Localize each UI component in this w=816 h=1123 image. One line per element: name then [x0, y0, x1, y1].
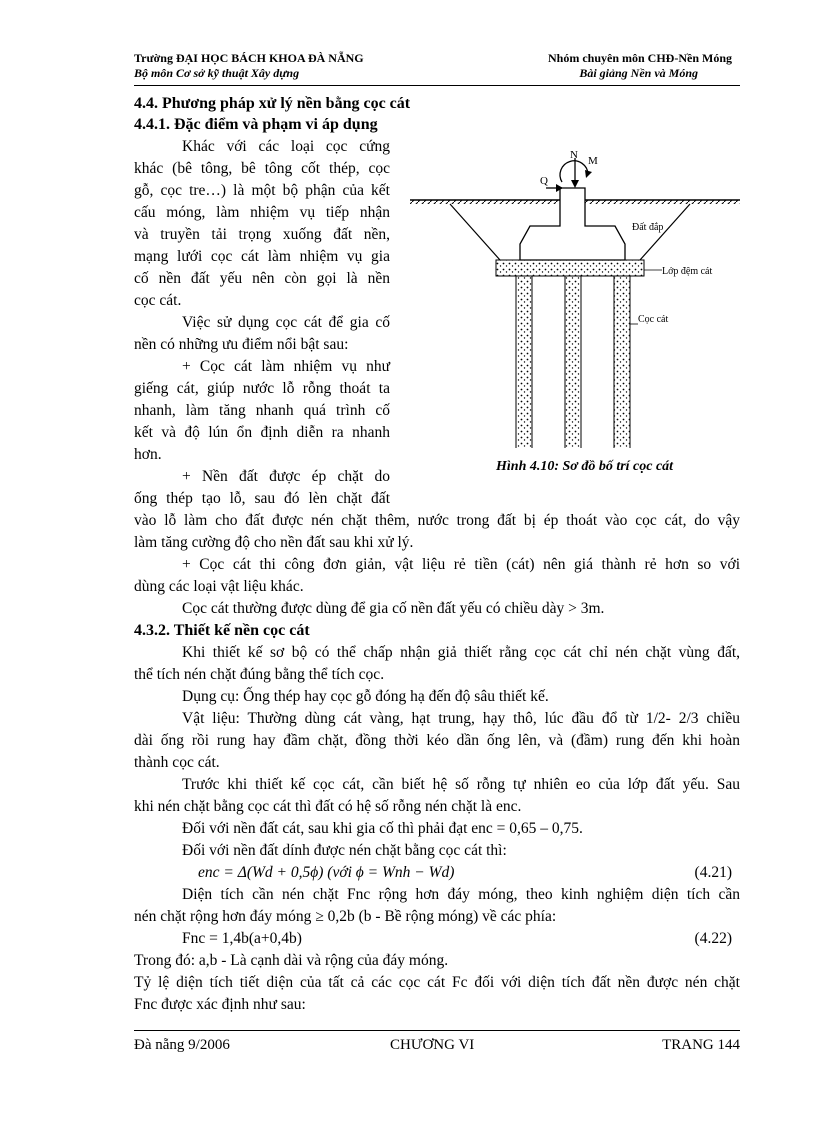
paragraph-line: mạng lưới cọc cát làm nhiệm vụ gia: [134, 248, 390, 265]
paragraph-line: làm tăng cường độ cho nền đất sau khi xử lý.: [134, 534, 414, 551]
paragraph-line: + Nền đất được ép chặt do: [182, 468, 390, 485]
paragraph-line: nén chặt rộng hơn đáy móng ≥ 0,2b (b - Bề rộng móng) về các phía:: [134, 908, 557, 925]
footer-page: TRANG 144: [662, 1037, 740, 1053]
paragraph-line: Cọc cát thường được dùng để gia cố nền đất yếu có chiều dày > 3m.: [182, 600, 605, 617]
paragraph-line: hơn.: [134, 446, 162, 463]
label-q: Q: [540, 175, 548, 187]
paragraph-line: Việc sử dụng cọc cát để gia cố: [182, 314, 390, 331]
paragraph-line: + Cọc cát thi công đơn giản, vật liệu rẻ tiền (cát) nên giá thành rẻ hơn so với: [182, 556, 740, 573]
paragraph-line: thể tích nén chặt đúng bằng thể tích cọc.: [134, 666, 385, 683]
subsection-heading: 4.4.1. Đặc điểm và phạm vi áp dụng: [134, 116, 378, 133]
header-rule: [134, 85, 740, 86]
sand-cushion-layer: [496, 260, 644, 276]
paragraph-line: Vật liệu: Thường dùng cát vàng, hạt trung, hạy thô, lúc đầu đổ từ 1/2- 2/3 chiều: [182, 710, 740, 727]
footing: [520, 188, 625, 260]
label-n: N: [570, 149, 578, 161]
equation-4-22: Fnc = 1,4b(a+0,4b): [182, 930, 302, 947]
sand-pile-diagram: [400, 148, 740, 448]
sand-piles: [516, 276, 630, 448]
paragraph-line: vào lỗ làm cho đất được nén chặt thêm, nước trong đất bị ép thoát vào cọc cát, do vậy: [134, 512, 740, 529]
equation-number: (4.21): [694, 864, 732, 881]
paragraph-line: ống thép tạo lỗ, sau đó lèn chặt đất: [134, 490, 390, 507]
paragraph-line: dài ống rồi rung hay đầm chặt, đồng thời kéo dần ống lên, và (đầm) rung đến khi hoàn: [134, 732, 740, 749]
header-school: Trường ĐẠI HỌC BÁCH KHOA ĐÀ NẴNG: [134, 51, 364, 65]
paragraph-line: Đối với nền đất dính được nén chặt bằng cọc cát thì:: [182, 842, 507, 859]
paragraph-line: và truyền tải trọng xuống đất nền,: [134, 226, 390, 243]
equation-number: (4.22): [694, 930, 732, 947]
header-group: Nhóm chuyên môn CHĐ-Nền Móng: [547, 51, 732, 65]
paragraph-line: dùng các loại vật liệu khác.: [134, 578, 304, 595]
label-sand-layer: Lớp đệm cát: [662, 266, 713, 277]
paragraph-line: cọc cát.: [134, 292, 182, 309]
footer-rule: [134, 1030, 740, 1031]
paragraph-line: cấu móng, làm nhiệm vụ tiếp nhận: [134, 204, 390, 221]
paragraph-line: Đối với nền đất cát, sau khi gia cố thì phải đạt enc = 0,65 – 0,75.: [182, 820, 583, 837]
paragraph-line: nhanh, làm tăng nhanh quá trình cố: [134, 402, 390, 419]
label-fill-soil: Đất đắp: [632, 222, 664, 233]
label-m: M: [588, 155, 598, 167]
label-sand-pile: Cọc cát: [638, 314, 669, 325]
paragraph-line: Diện tích cần nén chặt Fnc rộng hơn đáy móng, theo kinh nghiệm diện tích cần: [182, 886, 740, 903]
paragraph-line: Fnc được xác định như sau:: [134, 996, 306, 1013]
paragraph-line: Tỷ lệ diện tích tiết diện của tất cả các cọc cát Fc đối với diện tích đất nền được nén chặt: [134, 974, 740, 991]
paragraph-line: khi nén chặt bằng cọc cát thì đất có hệ số rỗng nén chặt là enc.: [134, 798, 522, 815]
paragraph-line: kết và độ lún ổn định diễn ra nhanh: [134, 424, 390, 441]
paragraph-line: gỗ, cọc tre…) là một bộ phận của kết: [134, 182, 390, 199]
paragraph-line: nền có những ưu điểm nổi bật sau:: [134, 336, 349, 353]
paragraph-line: giếng cát, giúp nước lỗ rỗng thoát ta: [134, 380, 390, 397]
subsection-heading: 4.3.2. Thiết kế nền cọc cát: [134, 622, 310, 639]
figure-caption: Hình 4.10: Sơ đồ bố trí cọc cát: [496, 459, 674, 474]
equation-4-21: enc = Δ(Wd + 0,5ϕ) (với ϕ = Wnh − Wd): [198, 864, 455, 881]
paragraph-line: Trong đó: a,b - Là cạnh dài và rộng của đáy móng.: [134, 952, 449, 969]
paragraph-line: khác (bê tông, bê tông cốt thép, cọc: [134, 160, 390, 177]
load-arrows: [546, 158, 592, 192]
header-department: Bộ môn Cơ sở kỹ thuật Xây dựng: [134, 66, 300, 80]
section-heading: 4.4. Phương pháp xử lý nền bằng cọc cát: [134, 95, 411, 112]
footer-chapter: CHƯƠNG VI: [390, 1037, 475, 1053]
paragraph-line: Trước khi thiết kế cọc cát, cần biết hệ số rỗng tự nhiên eo của lớp đất yếu. Sau: [182, 776, 740, 793]
paragraph-line: thành cọc cát.: [134, 754, 220, 771]
paragraph-line: + Cọc cát làm nhiệm vụ như: [182, 358, 390, 375]
footer-date: Đà nẵng 9/2006: [134, 1037, 230, 1053]
paragraph-line: Khác với các loại cọc cứng: [182, 138, 390, 155]
paragraph-line: cố nền đất yếu nên còn gọi là nền: [134, 270, 390, 287]
header-course: Bài giảng Nền và Móng: [579, 66, 698, 80]
paragraph-line: Khi thiết kế sơ bộ có thể chấp nhận giả thiết rằng cọc cát chỉ nén chặt vùng đất,: [182, 644, 740, 661]
paragraph-line: Dụng cụ: Ống thép hay cọc gỗ đóng hạ đến độ sâu thiết kế.: [182, 688, 549, 705]
